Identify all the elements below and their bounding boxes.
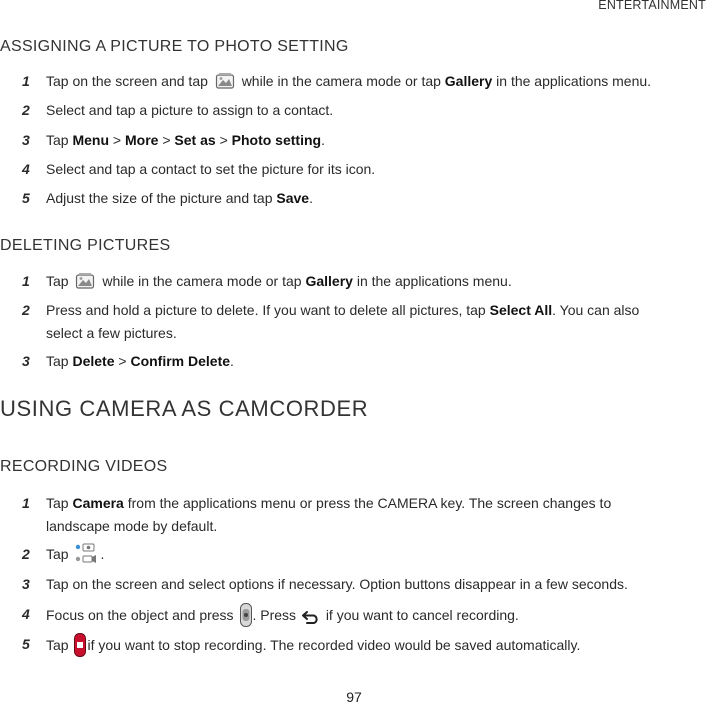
step-text: Tap on the screen and select options if necessary. Option buttons disappear in a few seconds.	[46, 576, 628, 592]
record-stop-icon	[74, 633, 86, 664]
step-number: 1	[22, 273, 30, 289]
step-number: 2	[22, 546, 30, 562]
step-text: Select and tap a picture to assign to a contact.	[46, 102, 334, 118]
section-title-delete: DELETING PICTURES	[0, 237, 171, 254]
gallery-icon	[75, 272, 95, 297]
shutter-key-icon	[240, 603, 252, 634]
step-text: Tap Camera from the applications menu or press the CAMERA key. The screen changes to landscape mode by default.	[46, 495, 612, 534]
step-number: 1	[22, 73, 30, 89]
page-header-category: ENTERTAINMENT	[598, 0, 706, 12]
step-text: Focus on the object and press . Press if you want to cancel recording.	[46, 603, 686, 634]
step-number: 5	[22, 190, 30, 206]
step-text: Adjust the size of the picture and tap Save.	[46, 190, 313, 206]
section-title-assign: ASSIGNING A PICTURE TO PHOTO SETTING	[0, 38, 349, 55]
section-title-record: RECORDING VIDEOS	[0, 458, 168, 475]
step-text: Tap .	[46, 543, 686, 572]
gallery-label: Gallery	[444, 73, 493, 89]
step-text: Tap Delete > Confirm Delete.	[46, 353, 234, 369]
mode-switch-icon	[75, 543, 99, 572]
chapter-title: USING CAMERA AS CAMCORDER	[0, 396, 369, 421]
step-number: 3	[22, 353, 30, 369]
step-text: Tap on the screen and tap while in the camera mode or tap Gallery in the applications menu.	[46, 70, 686, 97]
step-number: 2	[22, 102, 30, 118]
step-number: 1	[22, 495, 30, 511]
step-text: Select and tap a contact to set the picture for its icon.	[46, 161, 376, 177]
step-number: 3	[22, 132, 30, 148]
gallery-icon	[215, 72, 235, 97]
step-number: 5	[22, 636, 30, 652]
step-number: 4	[22, 606, 30, 622]
step-text: Tap if you want to stop recording. The recorded video would be saved automatically.	[46, 633, 686, 664]
step-number: 2	[22, 302, 30, 318]
step-text: Tap Menu > More > Set as > Photo setting.	[46, 132, 325, 148]
back-icon	[302, 608, 320, 631]
step-text: Tap while in the camera mode or tap Gallery in the applications menu.	[46, 270, 686, 297]
step-number: 4	[22, 161, 30, 177]
step-text: Press and hold a picture to delete. If you want to delete all pictures, tap Select All. You can also select a few pictures.	[46, 302, 640, 341]
page-number: 97	[346, 689, 362, 705]
step-number: 3	[22, 576, 30, 592]
